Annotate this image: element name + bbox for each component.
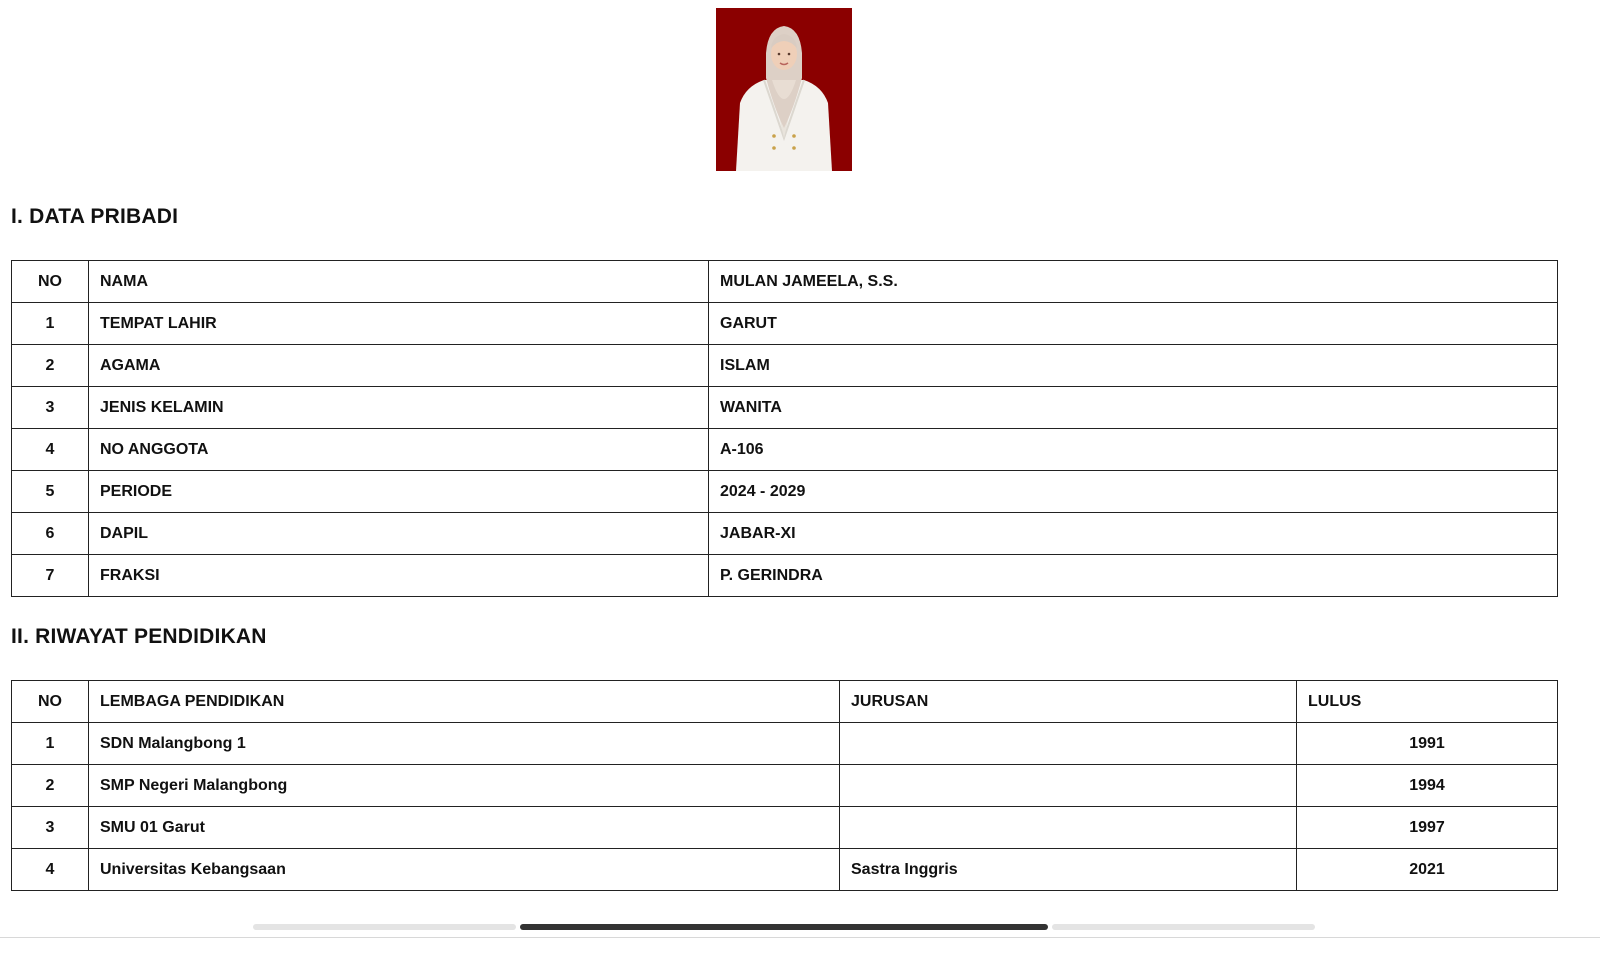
row-no: 6 — [12, 513, 89, 555]
field-value: GARUT — [709, 303, 1558, 345]
table-row — [12, 513, 1558, 555]
table-header-row — [12, 681, 1558, 723]
row-no: 4 — [12, 429, 89, 471]
row-no: 5 — [12, 471, 89, 513]
section-title-education-history: II. RIWAYAT PENDIDIKAN — [11, 625, 267, 648]
row-no: 3 — [12, 807, 89, 849]
column-header-graduated: LULUS — [1297, 681, 1558, 723]
header-name-value: MULAN JAMEELA, S.S. — [709, 261, 1558, 303]
row-no: 3 — [12, 387, 89, 429]
header-name-label: NAMA — [89, 261, 709, 303]
field-value: ISLAM — [709, 345, 1558, 387]
institution-cell: SDN Malangbong 1 — [89, 723, 840, 765]
table-row — [12, 849, 1558, 891]
major-cell: Sastra Inggris — [840, 849, 1297, 891]
major-cell — [840, 723, 1297, 765]
field-value: A-106 — [709, 429, 1558, 471]
row-no: 1 — [12, 723, 89, 765]
section-title-personal-data: I. DATA PRIBADI — [11, 205, 179, 228]
table-row — [12, 555, 1558, 597]
row-no: 4 — [12, 849, 89, 891]
field-label: DAPIL — [89, 513, 709, 555]
graduated-cell: 1997 — [1297, 807, 1558, 849]
field-label: AGAMA — [89, 345, 709, 387]
institution-cell: SMU 01 Garut — [89, 807, 840, 849]
personal-data-table — [11, 260, 1558, 597]
header-no: NO — [12, 261, 89, 303]
institution-cell: Universitas Kebangsaan — [89, 849, 840, 891]
row-no: 1 — [12, 303, 89, 345]
table-row — [12, 387, 1558, 429]
field-value: JABAR-XI — [709, 513, 1558, 555]
graduated-cell: 1994 — [1297, 765, 1558, 807]
table-row — [12, 471, 1558, 513]
carousel-indicator-next[interactable] — [1052, 924, 1315, 930]
portrait-photo — [716, 8, 852, 171]
institution-cell: SMP Negeri Malangbong — [89, 765, 840, 807]
field-value: WANITA — [709, 387, 1558, 429]
carousel-indicator-previous[interactable] — [253, 924, 516, 930]
row-no: 2 — [12, 345, 89, 387]
table-row — [12, 723, 1558, 765]
table-row — [12, 765, 1558, 807]
education-history-table — [11, 680, 1558, 891]
carousel-indicator-active[interactable] — [520, 924, 1048, 930]
field-label: FRAKSI — [89, 555, 709, 597]
graduated-cell: 2021 — [1297, 849, 1558, 891]
field-label: JENIS KELAMIN — [89, 387, 709, 429]
field-value: 2024 - 2029 — [709, 471, 1558, 513]
table-row — [12, 807, 1558, 849]
table-row — [12, 429, 1558, 471]
column-header-institution: LEMBAGA PENDIDIKAN — [89, 681, 840, 723]
table-row — [12, 345, 1558, 387]
column-header-no: NO — [12, 681, 89, 723]
table-header-row — [12, 261, 1558, 303]
major-cell — [840, 765, 1297, 807]
row-no: 2 — [12, 765, 89, 807]
field-value: P. GERINDRA — [709, 555, 1558, 597]
table-row — [12, 303, 1558, 345]
bottom-divider — [0, 937, 1600, 938]
row-no: 7 — [12, 555, 89, 597]
graduated-cell: 1991 — [1297, 723, 1558, 765]
column-header-major: JURUSAN — [840, 681, 1297, 723]
field-label: TEMPAT LAHIR — [89, 303, 709, 345]
field-label: PERIODE — [89, 471, 709, 513]
field-label: NO ANGGOTA — [89, 429, 709, 471]
major-cell — [840, 807, 1297, 849]
